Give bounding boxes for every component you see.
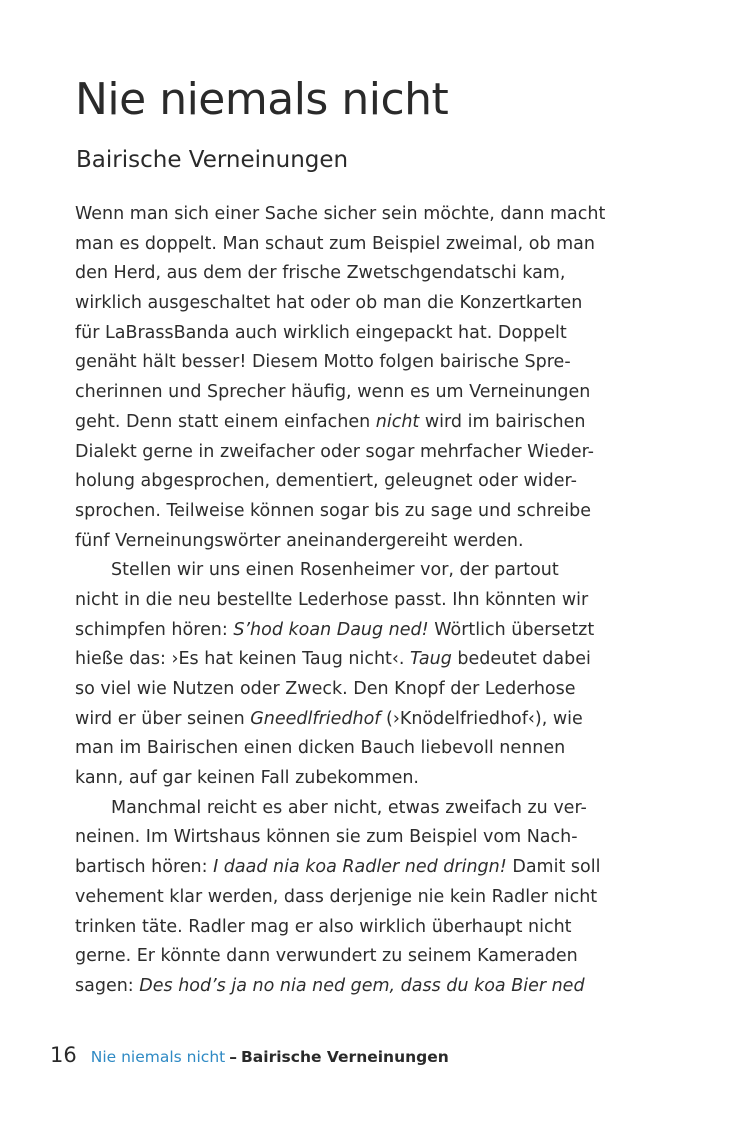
text-line: kann, auf gar keinen Fall zubekommen. [75,768,419,789]
text-line: wirklich ausgeschaltet hat oder ob man die Konzertkarten [75,293,583,314]
text-line: den Herd, aus dem der frische Zwetschgendatschi kam, [75,263,566,284]
text-line [75,645,635,675]
footer-section-title: Bairische Verneinungen [240,1048,449,1066]
text-segment: Damit soll [506,857,601,878]
text-line [75,705,635,735]
footer-separator: – [229,1048,237,1066]
text-segment: Wörtlich übersetzt [428,619,595,640]
text-segment: bedeutet dabei [451,649,591,670]
text-line: Stellen wir uns einen Rosenheimer vor, der partout [111,560,559,581]
text-segment: schimpfen hören: [75,619,234,640]
italic-term: nicht [375,411,420,432]
text-line: man es doppelt. Man schaut zum Beispiel zweimal, ob man [75,233,595,254]
text-line: fünf Verneinungswörter aneinandergereiht werden. [75,530,524,551]
text-line: trinken täte. Radler mag er also wirklich überhaupt nicht [75,916,572,937]
text-line: so viel wie Nutzen oder Zweck. Den Knopf der Lederhose [75,679,576,699]
text-line: man im Bairischen einen dicken Bauch liebevoll nennen [75,738,566,759]
text-line [75,408,635,438]
text-segment: bartisch hören: [75,857,214,878]
text-segment: geht. Denn statt einem einfachen [75,411,376,432]
text-line: nicht in die neu bestellte Lederhose passt. Ihn könnten wir [75,589,589,610]
text-segment: wird im bairischen [419,411,586,432]
text-segment: wird er über seinen [75,708,251,729]
text-line: genäht hält besser! Diesem Motto folgen bairische Spre- [75,352,571,373]
text-line: sprochen. Teilweise können sogar bis zu sage und schreibe [75,500,592,521]
text-line: holung abgesprochen, dementiert, geleugnet oder wider- [75,471,577,492]
text-line: gerne. Er könnte dann verwundert zu seinem Kameraden [75,946,578,967]
text-segment: (›Knödelfriedhof‹), wie [380,708,583,729]
running-footer [50,1043,449,1073]
italic-term: I daad nia koa Radler ned dringn! [213,857,507,878]
italic-term: S’hod koan Daug ned! [233,619,429,640]
text-line: für LaBrassBanda auch wirklich eingepackt hat. Doppelt [75,322,567,343]
text-line: Dialekt gerne in zweifacher oder sogar mehrfacher Wieder- [75,441,594,462]
text-line [75,616,635,646]
text-line: Wenn man sich einer Sache sicher sein möchte, dann macht [75,204,606,224]
page-subtitle: Bairische Verneinungen [76,147,349,173]
footer-chapter-title: Nie niemals nicht [90,1048,226,1066]
italic-term: Taug [410,649,452,670]
text-segment: sagen: [75,975,140,996]
page-title: Nie niemals nicht [75,74,449,125]
italic-term: Des hod’s ja no nia ned gem, dass du koa Bier ned [139,975,585,996]
text-line [75,972,635,1002]
text-line: vehement klar werden, dass derjenige nie kein Radler nicht [75,886,598,907]
body-text [75,200,635,1002]
text-line: cherinnen und Sprecher häufig, wenn es um Verneinungen [75,382,591,403]
text-line: neinen. Im Wirtshaus können sie zum Beispiel vom Nach- [75,827,578,848]
italic-term: Gneedlfriedhof [250,708,381,729]
text-line: Manchmal reicht es aber nicht, etwas zweifach zu ver- [111,797,587,818]
text-segment: hieße das: ›Es hat keinen Taug nicht‹. [75,649,411,670]
text-line [75,853,635,883]
page-number: 16 [50,1043,77,1067]
